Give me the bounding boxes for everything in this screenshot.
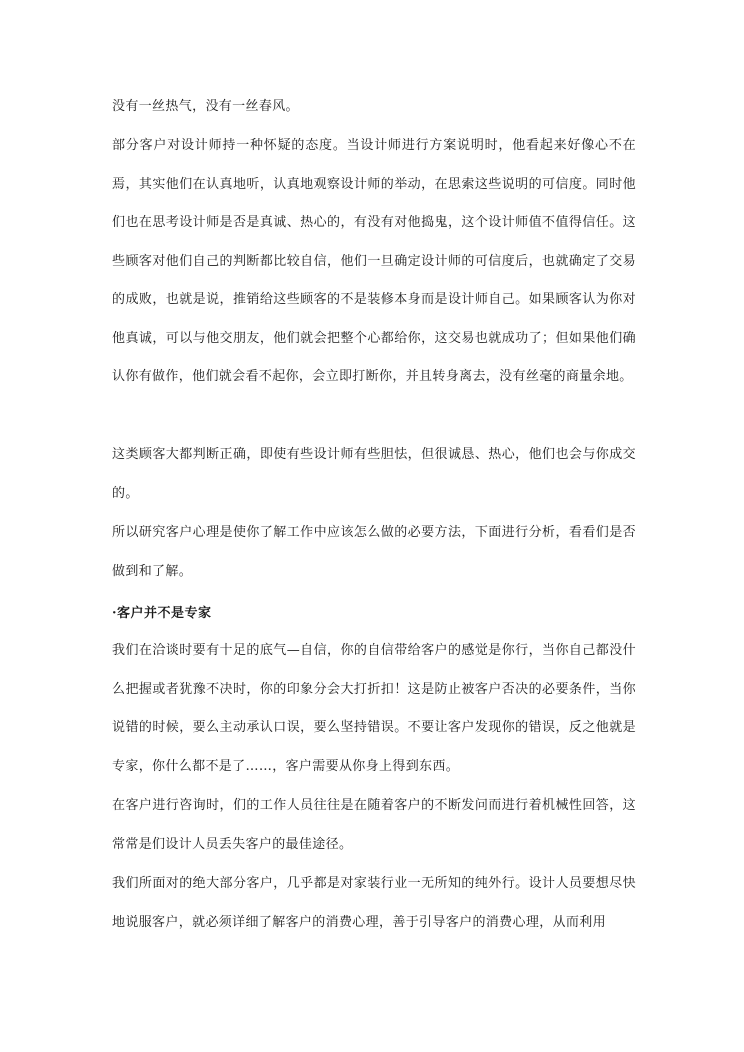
paragraph-confidence: 我们在洽谈时要有十足的底气—自信，你的自信带给客户的感觉是你行，当你自己都没什么把握或者犹豫不决时，你的印象分会大打折扣！这是防止被客户否决的必要条件，当你说错的时候，要么主动承认口误，要么坚持错误。不要让客户发现你的错误，反之他就是专家，你什么都不是了……，客户需要从你身上得到东西。 <box>112 643 636 774</box>
section-heading: ·客户并不是专家 <box>112 606 212 621</box>
paragraph-judgment: 这类顾客大都判断正确，即使有些设计师有些胆怯，但很诚恳、热心，他们也会与你成交的。 <box>112 447 636 501</box>
paragraph-skeptical-customers: 部分客户对设计师持一种怀疑的态度。当设计师进行方案说明时，他看起来好像心不在焉，其实他们在认真地听，认真地观察设计师的举动，在思索这些说明的可信度。同时他们也在思考设计师是否是真诚、热心的，有没有对他捣鬼，这个设计师值不值得信任。这些顾客对他们自己的判断都比较自信，他们一旦确定设计师的可信度后，也就确定了交易的成败，也就是说，推销给这些顾客的不是装修本身而是设计师自己。如果顾客认为你对他真诚，可以与他交朋友，他们就会把整个心都给你，这交易也就成功了；但如果他们确认你有做作，他们就会看不起你，会立即打断你，并且转身离去，没有丝毫的商量余地。 <box>112 138 636 384</box>
paragraph-research: 所以研究客户心理是使你了解工作中应该怎么做的必要方法，下面进行分析，看看们是否做到和了解。 <box>112 525 636 579</box>
paragraph-consultation: 在客户进行咨询时，们的工作人员往往是在随着客户的不断发问而进行着机械性回答，这常常是们设计人员丢失客户的最佳途径。 <box>112 798 636 852</box>
paragraph-outsiders: 我们所面对的绝大部分客户，几乎都是对家装行业一无所知的纯外行。设计人员要想尽快地说服客户，就必须详细了解客户的消费心理，善于引导客户的消费心理，从而利用 <box>112 876 636 930</box>
paragraph-intro: 没有一丝热气，没有一丝春风。 <box>112 99 299 114</box>
